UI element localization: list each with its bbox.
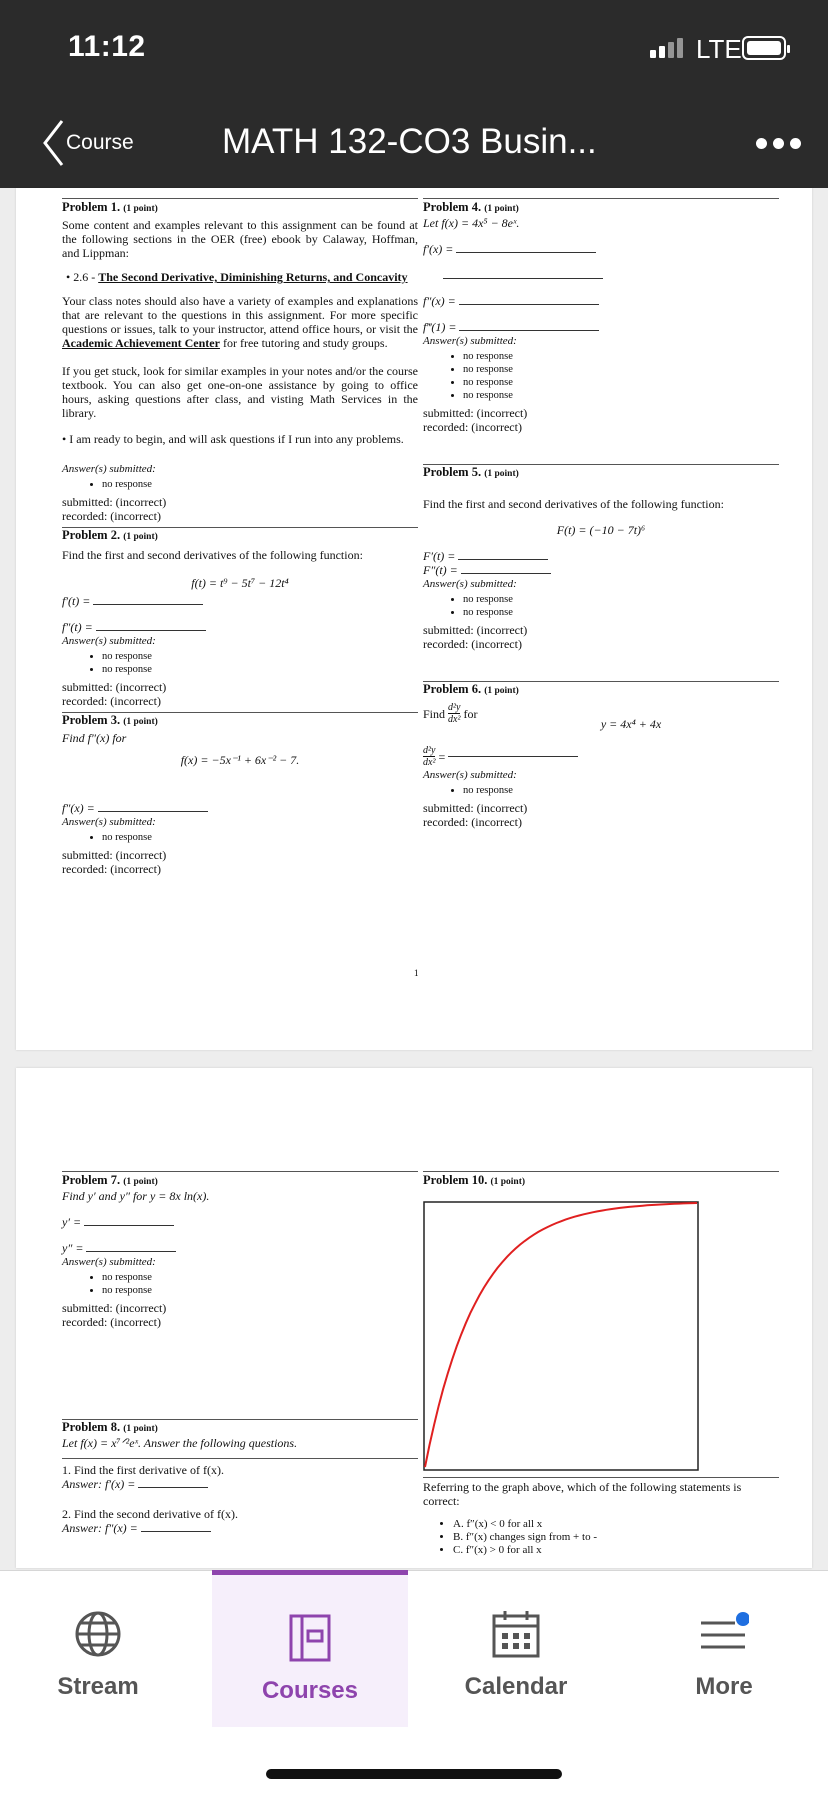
problem-2-answer-2: f″(t) =: [62, 620, 418, 634]
tab-label: Calendar: [464, 1673, 568, 1700]
problem-2-title: Problem 2. (1 point): [62, 528, 158, 542]
option-b[interactable]: • B. f″(x) changes sign from + to -: [453, 1531, 779, 1544]
network-label: LTE: [696, 34, 742, 64]
submitted-status: submitted: (incorrect): [423, 406, 528, 420]
answer-blank[interactable]: [96, 630, 206, 631]
option-a[interactable]: • A. f″(x) < 0 for all x: [453, 1518, 779, 1531]
problem-8-q1: 1. Find the first derivative of f(x).: [62, 1463, 224, 1477]
answer-blank[interactable]: [141, 1531, 211, 1532]
problem-6-answer-1: $\frac{\text{d²y}}{\text{dx²}}$ =: [423, 745, 779, 768]
tab-calendar[interactable]: [418, 1571, 614, 1723]
status-time: 11:12: [68, 30, 146, 63]
submitted-status: submitted: (incorrect): [423, 801, 528, 815]
answer-blank[interactable]: [98, 811, 208, 812]
problem-6-title: Problem 6. (1 point): [423, 682, 519, 696]
submitted-status: submitted: (incorrect): [62, 680, 167, 694]
answers-label: Answer(s) submitted:: [62, 816, 156, 828]
problem-2-answer-1: f′(t) =: [62, 594, 418, 608]
function-graph: [423, 1201, 699, 1471]
right-column: [423, 198, 779, 829]
problem-7-answer-1: y′ =: [62, 1215, 418, 1229]
problem-10-question: Referring to the graph above, which of the following statements is correct:: [423, 1480, 742, 1508]
calendar-icon: [491, 1609, 541, 1659]
problem-1-intro: Some content and examples relevant to this assignment can be found at the following sections in the OER (free) ebook by Calaway, Hoffman, and Lippman:: [62, 218, 418, 260]
problem-2-prompt: Find the first and second derivatives of the following function:: [62, 548, 363, 562]
recorded-status: recorded: (incorrect): [62, 694, 161, 708]
answer-blank[interactable]: [86, 1251, 176, 1252]
achievement-center-link[interactable]: Academic Achievement Center: [62, 336, 220, 350]
page-number: 1: [414, 968, 419, 978]
nav-bar: [0, 100, 828, 188]
answer-blank[interactable]: [443, 278, 603, 279]
home-indicator[interactable]: [266, 1769, 562, 1779]
document-page-2: [16, 1068, 812, 1568]
graph-frame: [424, 1202, 698, 1470]
derivative-fraction: d²y dx²: [448, 702, 461, 725]
answer-blank[interactable]: [459, 330, 599, 331]
problem-3-title: Problem 3. (1 point): [62, 713, 158, 727]
recorded-status: recorded: (incorrect): [62, 1315, 161, 1329]
problem-8-answer-1: Answer: f′(x) =: [62, 1477, 418, 1491]
globe-icon: [73, 1609, 123, 1659]
response-list: • no response • no response: [62, 1271, 418, 1297]
back-button[interactable]: [42, 118, 134, 168]
problem-5-function: F(t) = (−10 − 7t)⁶: [556, 523, 646, 537]
notification-dot: [736, 1612, 749, 1626]
answers-label: Answer(s) submitted:: [62, 1256, 156, 1268]
problem-7-title: Problem 7. (1 point): [62, 1173, 158, 1187]
answers-label: Answer(s) submitted:: [423, 578, 517, 590]
problem-6-prompt: Find d²y dx² for: [423, 702, 478, 725]
status-bar: [0, 0, 828, 100]
tab-courses[interactable]: [212, 1570, 408, 1727]
tab-bar: [0, 1570, 828, 1793]
problem-4-answer-2: [423, 268, 779, 282]
courses-icon: [288, 1613, 332, 1663]
page-title: MATH 132-CO3 Busin...: [222, 122, 597, 161]
answer-blank[interactable]: [456, 252, 596, 253]
left-column: [62, 198, 418, 876]
problem-8-prompt: Let f(x) = x⁷ᐟ²eˣ. Answer the following questions.: [62, 1436, 298, 1450]
problem-5-title: Problem 5. (1 point): [423, 465, 519, 479]
response-list: • no response: [62, 478, 418, 491]
right-column: [423, 1171, 779, 1561]
answer-blank[interactable]: [84, 1225, 174, 1226]
problem-5-answer-2: F″(t) =: [423, 563, 779, 577]
problem-4-answer-3: f″(x) =: [423, 294, 779, 308]
answers-label: Answer(s) submitted:: [62, 635, 156, 647]
battery-icon: [742, 36, 786, 60]
recorded-status: recorded: (incorrect): [423, 420, 522, 434]
submitted-status: submitted: (incorrect): [423, 623, 528, 637]
problem-4-title: Problem 4. (1 point): [423, 200, 519, 214]
answer-blank[interactable]: [138, 1487, 208, 1488]
problem-1-stuck: If you get stuck, look for similar examples in your notes and/or the course textbook. You can also get one-on-one assistance by going to office hours, asking questions after class, and visting Math Services in the library.: [62, 364, 418, 420]
answer-blank[interactable]: [448, 756, 578, 757]
response-list: • no response • no response: [423, 593, 779, 619]
back-label: Course: [66, 131, 134, 154]
response-list: • no response • no response: [62, 650, 418, 676]
tab-label: Courses: [261, 1677, 359, 1704]
answer-blank[interactable]: [458, 559, 548, 560]
problem-7-answer-2: y″ =: [62, 1241, 418, 1255]
problem-5-prompt: Find the first and second derivatives of the following function:: [423, 497, 724, 511]
tab-stream[interactable]: [0, 1571, 196, 1723]
problem-3-answer-1: f″(x) =: [62, 801, 418, 815]
option-c[interactable]: • C. f″(x) > 0 for all x: [453, 1544, 779, 1557]
answers-label: Answer(s) submitted:: [423, 769, 517, 781]
problem-3-function: f(x) = −5x⁻¹ + 6x⁻² − 7.: [180, 753, 300, 767]
chevron-left-icon: [42, 118, 64, 168]
answer-blank[interactable]: [93, 604, 203, 605]
section-link[interactable]: The Second Derivative, Diminishing Returns, and Concavity: [98, 270, 408, 284]
recorded-status: recorded: (incorrect): [423, 815, 522, 829]
submitted-status: submitted: (incorrect): [62, 1301, 167, 1315]
option-list: [423, 1518, 779, 1557]
left-column: [62, 1171, 418, 1535]
ready-checkbox[interactable]: • I am ready to begin, and will ask questions if I run into any problems.: [62, 432, 404, 446]
answers-label: Answer(s) submitted:: [423, 335, 517, 347]
response-list: • no response • no response • no response • no response: [423, 350, 779, 402]
tab-label: Stream: [57, 1673, 139, 1700]
problem-2-function: f(t) = t⁹ − 5t⁷ − 12t⁴: [191, 576, 289, 590]
recorded-status: recorded: (incorrect): [62, 509, 161, 523]
response-list: • no response: [62, 831, 418, 844]
signal-icon: [650, 38, 683, 58]
problem-8-title: Problem 8. (1 point): [62, 1420, 158, 1434]
recorded-status: recorded: (incorrect): [423, 637, 522, 651]
problem-1-title: Problem 1. (1 point): [62, 200, 158, 214]
problem-3-prompt: Find f″(x) for: [62, 731, 127, 745]
tab-more[interactable]: [626, 1571, 822, 1723]
answers-label: Answer(s) submitted:: [62, 463, 156, 475]
response-list: • no response: [423, 784, 779, 797]
problem-4-prompt: Let f(x) = 4x⁵ − 8eˣ.: [423, 216, 520, 230]
problem-1-notes: Your class notes should also have a variety of examples and explanations that are relevant to the questions in this assignment. For more specific questions or issues, talk to your instructor, attend office hours, or visit the Academic Achievement Center for free tutoring and study groups.: [62, 294, 418, 350]
submitted-status: submitted: (incorrect): [62, 495, 167, 509]
problem-4-answer-1: f′(x) =: [423, 242, 779, 256]
recorded-status: recorded: (incorrect): [62, 862, 161, 876]
section-item: • 2.6 - The Second Derivative, Diminishing Returns, and Concavity: [66, 270, 408, 284]
submitted-status: submitted: (incorrect): [62, 848, 167, 862]
document-page-1: [16, 188, 812, 1050]
tab-label: More: [695, 1673, 753, 1700]
ellipsis-icon[interactable]: [756, 138, 801, 149]
problem-7-prompt: Find y′ and y″ for y = 8x ln(x).: [62, 1189, 210, 1203]
answer-blank[interactable]: [461, 573, 551, 574]
problem-6-function: y = 4x⁴ + 4x: [600, 717, 662, 731]
problem-4-answer-4: f‴(1) =: [423, 320, 779, 334]
problem-5-answer-1: F′(t) =: [423, 549, 779, 563]
menu-icon: [699, 1609, 749, 1659]
problem-8-q2: 2. Find the second derivative of f(x).: [62, 1507, 238, 1521]
answer-blank[interactable]: [459, 304, 599, 305]
problem-8-answer-2: Answer: f″(x) =: [62, 1521, 418, 1535]
problem-10-title: Problem 10. (1 point): [423, 1173, 526, 1187]
